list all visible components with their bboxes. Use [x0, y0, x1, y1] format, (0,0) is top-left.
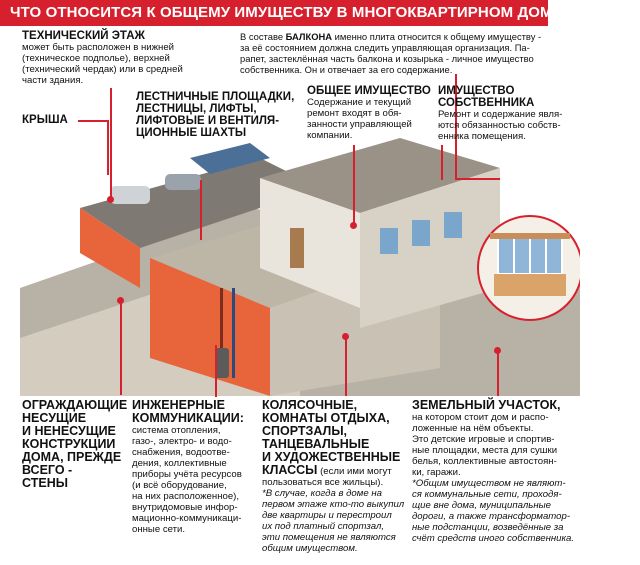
- window: [412, 220, 430, 246]
- engineering-line: (и всё оборудование,: [132, 480, 227, 491]
- land-note: *Общим имуществом не являют-: [412, 478, 566, 489]
- tech-floor-heading: ТЕХНИЧЕСКИЙ ЭТАЖ: [22, 30, 145, 42]
- land-heading: ЗЕМЕЛЬНЫЙ УЧАСТОК,: [412, 398, 561, 412]
- balcony-canopy: [490, 233, 570, 239]
- rooms-last-rest: (если ими могут: [317, 466, 392, 477]
- common-property-block: [307, 85, 437, 141]
- leader-roof: [107, 120, 109, 175]
- balcony-parapet: [494, 274, 566, 296]
- walls-heading: НЕСУЩИЕ: [22, 411, 87, 425]
- owner-property-line: Ремонт и содержание явля-: [438, 109, 563, 120]
- owner-property-heading: ИМУЩЕСТВО: [438, 85, 515, 97]
- door: [290, 228, 304, 268]
- water-heater: [215, 348, 229, 378]
- balcony-line: рапет, застеклённая часть балкона и козырька - личное имущество: [240, 53, 534, 64]
- engineering-line: внутридомовые инфор-: [132, 502, 238, 513]
- leader-tech-floor: [110, 88, 112, 198]
- balcony-line: собственника. Он и отвечает за его содержание.: [240, 64, 453, 75]
- balcony-line: именно плита относится к общему имуществу -: [332, 31, 542, 42]
- pipe: [232, 288, 235, 378]
- engineering-heading: КОММУНИКАЦИИ:: [132, 411, 244, 425]
- rooms-block: [262, 399, 412, 554]
- walls-heading: И НЕНЕСУЩИЕ: [22, 424, 116, 438]
- stairs-heading: ЦИОННЫЕ ШАХТЫ: [136, 127, 247, 139]
- leader-engineering: [215, 345, 217, 397]
- common-property-line: Содержание и текущий: [307, 97, 412, 108]
- roof-block: [22, 114, 68, 126]
- walls-heading: КОНСТРУКЦИИ: [22, 437, 116, 451]
- leader-dot: [117, 297, 124, 304]
- leader-land: [497, 350, 499, 396]
- walls-heading: ВСЕГО -: [22, 463, 73, 477]
- rooms-note: эти помещения не являются: [262, 532, 396, 543]
- tech-floor-block: [22, 30, 222, 86]
- leader-owner: [441, 145, 443, 180]
- window: [444, 212, 462, 238]
- rooms-note: первом этаже кто-то выкупил: [262, 499, 405, 510]
- engineering-line: снабжения, водоотве-: [132, 447, 230, 458]
- leader-walls: [120, 300, 122, 395]
- owner-property-line: енника помещения.: [438, 131, 526, 142]
- house-cutaway-illustration: [20, 138, 580, 396]
- land-line: Это детские игровые и спортив-: [412, 434, 555, 445]
- tech-floor-line: (техническое подполье), верхней: [22, 53, 170, 64]
- walls-heading: ДОМА, ПРЕЖДЕ: [22, 450, 122, 464]
- common-property-line: ремонт входят в обя-: [307, 108, 402, 119]
- land-note: ся коммунальные сети, проходя-: [412, 489, 562, 500]
- leader-rooms: [345, 336, 347, 396]
- engineering-line: на них расположенное),: [132, 491, 240, 502]
- car-left: [110, 186, 150, 204]
- rooms-heading: КОМНАТЫ ОТДЫХА,: [262, 411, 390, 425]
- leader-common: [353, 145, 355, 225]
- land-line: ложенные на нём объекты.: [412, 423, 534, 434]
- balcony-bold: БАЛКОНА: [285, 31, 333, 42]
- leader-stairs: [200, 180, 202, 240]
- walls-heading: ОГРАЖДАЮЩИЕ: [22, 398, 128, 412]
- common-property-line: компании.: [307, 130, 353, 141]
- leader-roof: [78, 120, 108, 122]
- engineering-line: дения, коллективные: [132, 458, 227, 469]
- land-line: белья, коллективные автостоян-: [412, 456, 557, 467]
- stairs-heading: ЛЕСТНИЧНЫЕ ПЛОЩАДКИ,: [136, 91, 295, 103]
- engineering-line: онные сети.: [132, 524, 186, 535]
- common-property-line: занности управляющей: [307, 119, 412, 130]
- leader-balcony: [455, 178, 500, 180]
- balcony-pre: В составе: [240, 31, 286, 42]
- land-block: [412, 399, 582, 544]
- window: [380, 228, 398, 254]
- common-property-heading: ОБЩЕЕ ИМУЩЕСТВО: [307, 85, 431, 97]
- balcony-block: [240, 31, 580, 75]
- tech-floor-line: (технический чердак) или в средней: [22, 64, 183, 75]
- engineering-line: газо-, электро- и водо-: [132, 436, 232, 447]
- land-note: щие вне дома, муниципальные: [412, 500, 552, 511]
- rooms-note: их под платный спортзал,: [262, 521, 385, 532]
- tech-floor-line: может быть расположен в нижней: [22, 42, 175, 53]
- engineering-block: [132, 399, 262, 535]
- walls-block: [22, 399, 132, 490]
- page-title: ЧТО ОТНОСИТСЯ К ОБЩЕМУ ИМУЩЕСТВУ В МНОГОКВАРТИРНОМ ДОМЕ?: [10, 4, 572, 21]
- leader-dot: [494, 347, 501, 354]
- stairs-block: [136, 91, 306, 139]
- rooms-last-bold: КЛАССЫ: [262, 463, 318, 477]
- owner-property-line: ются обязанностью собств-: [438, 120, 561, 131]
- stairs-heading: ЛИФТОВЫЕ И ВЕНТИЛЯ-: [136, 115, 280, 127]
- leader-dot: [107, 196, 114, 203]
- stairs-heading: ЛЕСТНИЦЫ, ЛИФТЫ,: [136, 103, 257, 115]
- roof-heading: КРЫША: [22, 114, 68, 126]
- engineering-heading: ИНЖЕНЕРНЫЕ: [132, 398, 225, 412]
- owner-property-block: [438, 85, 573, 142]
- balcony-line: за её состоянием должна следить управляющая организация. Па-: [240, 42, 530, 53]
- leader-dot: [350, 222, 357, 229]
- land-line: ки, гаражи.: [412, 467, 461, 478]
- rooms-line: пользоваться все жильцы).: [262, 477, 384, 488]
- title-banner: [0, 0, 572, 26]
- engineering-line: мационно-коммуникаци-: [132, 513, 242, 524]
- rooms-note: две квартиры и перестроил: [262, 510, 392, 521]
- engineering-line: приборы учёта ресурсов: [132, 469, 242, 480]
- rooms-heading: СПОРТЗАЛЫ,: [262, 424, 348, 438]
- land-line: на котором стоит дом и распо-: [412, 412, 549, 423]
- rooms-heading: ТАНЦЕВАЛЬНЫЕ: [262, 437, 370, 451]
- land-note: ные подстанции, возведённые за: [412, 522, 564, 533]
- land-line: ные площадки, места для сушки: [412, 445, 558, 456]
- rooms-note: *В случае, когда в доме на: [262, 488, 382, 499]
- rooms-note: общим имуществом.: [262, 543, 358, 554]
- land-note: счёт средств иного собственника.: [412, 533, 575, 544]
- car-right: [165, 174, 201, 190]
- rooms-heading: И ХУДОЖЕСТВЕННЫЕ: [262, 450, 401, 464]
- leader-dot: [342, 333, 349, 340]
- owner-property-heading: СОБСТВЕННИКА: [438, 97, 535, 109]
- walls-heading: СТЕНЫ: [22, 476, 68, 490]
- land-note: дороги, а также трансформатор-: [412, 511, 571, 522]
- rooms-heading: КОЛЯСОЧНЫЕ,: [262, 398, 358, 412]
- engineering-line: система отопления,: [132, 425, 221, 436]
- tech-floor-line: части здания.: [22, 75, 84, 86]
